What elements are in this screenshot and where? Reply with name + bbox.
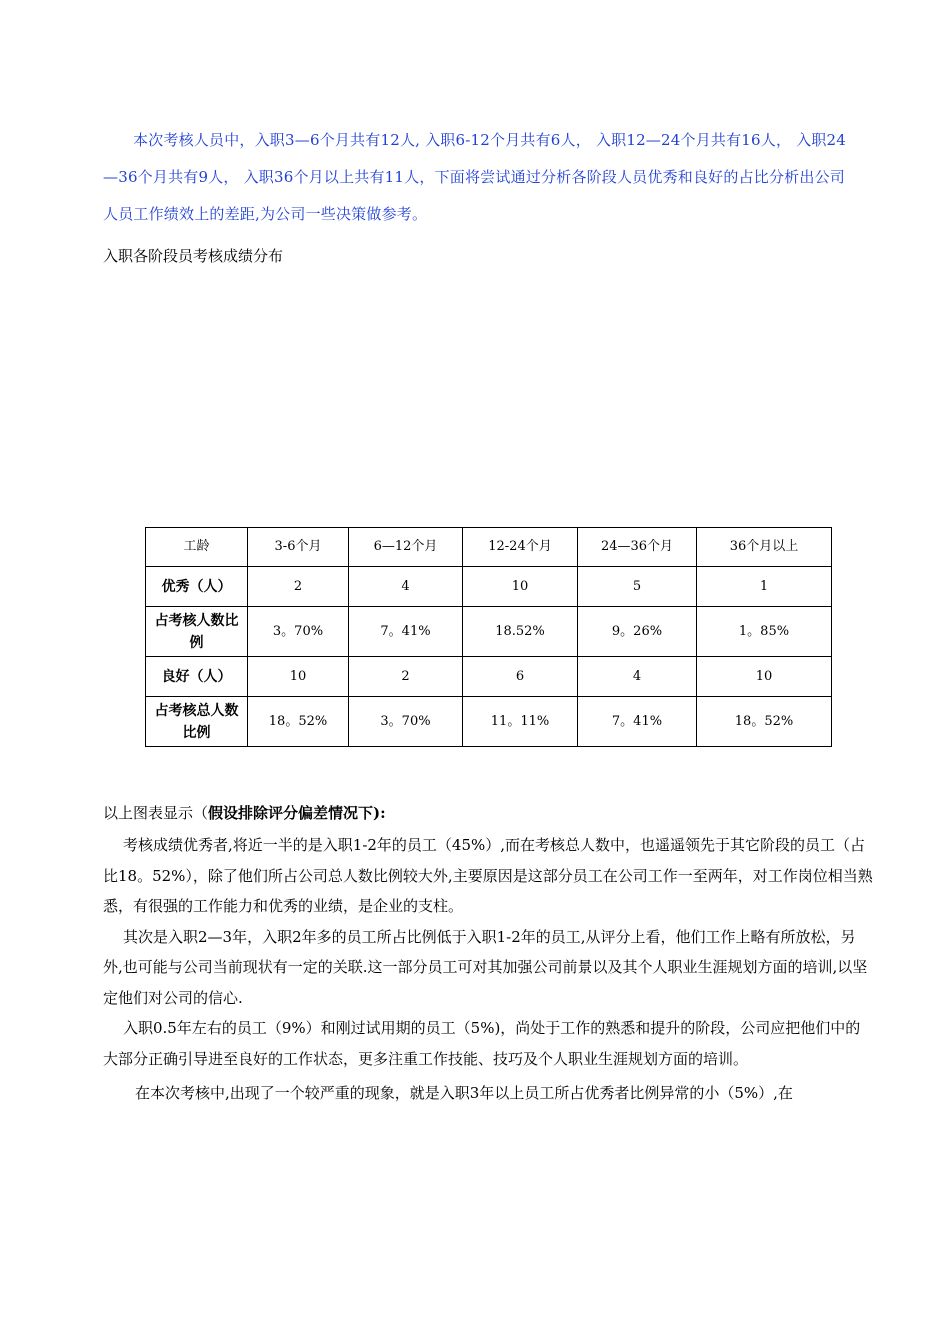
table-cell: 18。52% [697, 697, 832, 747]
summary-lead [103, 798, 875, 828]
table-cell: 1。85% [697, 607, 832, 657]
table-cell: 6 [463, 657, 578, 697]
table-cell: 9。26% [578, 607, 697, 657]
table-cell: 18.52% [463, 607, 578, 657]
table-header-cell: 24—36个月 [578, 528, 697, 567]
intro-paragraph: 本次考核人员中，入职3—6个月共有12人, 入职6-12个月共有6人， 入职12—24个月共有16人， 入职24—36个月共有9人， 入职36个月以上共有11人，下面将尝试通过分析各阶段人员优秀和良好的占比分析出公司人员工作绩效上的差距,为公司一些决策做参考。 [103, 131, 847, 223]
table-row-excellent-count [146, 567, 832, 607]
summary-lead-bold: 假设排除评分偏差情况下): [208, 804, 386, 822]
analysis-section [103, 798, 875, 1109]
table-cell: 3。70% [349, 697, 463, 747]
row-label: 优秀（人） [146, 567, 248, 607]
table-row-good-ratio [146, 697, 832, 747]
table-cell: 2 [349, 657, 463, 697]
section-title: 入职各阶段员考核成绩分布 [103, 247, 284, 265]
analysis-paragraph: 考核成绩优秀者,将近一半的是入职1-2年的员工（45%）,而在考核总人数中，也遥遥领先于其它阶段的员工（占比18。52%），除了他们所占公司总人数比例较大外,主要原因是这部分员工在公司工作一至两年，对工作岗位相当熟悉，有很强的工作能力和优秀的业绩，是企业的支柱。 [103, 836, 873, 915]
table-cell: 5 [578, 567, 697, 607]
table-cell: 7。41% [349, 607, 463, 657]
table-cell: 10 [463, 567, 578, 607]
table-header-cell: 36个月以上 [697, 528, 832, 567]
table-cell: 10 [248, 657, 349, 697]
table-cell: 2 [248, 567, 349, 607]
analysis-paragraph: 在本次考核中,出现了一个较严重的现象，就是入职3年以上员工所占优秀者比例异常的小（5%）,在 [135, 1084, 793, 1102]
table-row-excellent-ratio [146, 607, 832, 657]
table-header-cell: 6—12个月 [349, 528, 463, 567]
table-cell: 10 [697, 657, 832, 697]
row-label: 占考核人数比例 [146, 607, 248, 657]
row-label: 占考核总人数比例 [146, 697, 248, 747]
grade-distribution-table [145, 527, 832, 747]
analysis-paragraph: 入职0.5年左右的员工（9%）和刚过试用期的员工（5%)，尚处于工作的熟悉和提升的阶段，公司应把他们中的大部分正确引导进至良好的工作状态，更多注重工作技能、技巧及个人职业生涯规划方面的培训。 [103, 1019, 861, 1068]
table-cell: 4 [578, 657, 697, 697]
table-cell: 1 [697, 567, 832, 607]
summary-lead-text: 以上图表显示（ [103, 804, 209, 822]
table-cell: 7。41% [578, 697, 697, 747]
analysis-paragraph: 其次是入职2—3年，入职2年多的员工所占比例低于入职1-2年的员工,从评分上看，他们工作上略有所放松，另外,也可能与公司当前现状有一定的关联.这一部分员工可对其加强公司前景以及其个人职业生涯规划方面的培训,以坚定他们对公司的信心. [103, 927, 868, 1007]
row-label: 良好（人） [146, 657, 248, 697]
table-cell: 4 [349, 567, 463, 607]
table-row-good-count [146, 657, 832, 697]
table-cell: 11。11% [463, 697, 578, 747]
table-header-cell: 工龄 [146, 528, 248, 567]
table-header-cell: 3-6个月 [248, 528, 349, 567]
table-cell: 18。52% [248, 697, 349, 747]
table-header-cell: 12-24个月 [463, 528, 578, 567]
table-header-row [146, 528, 832, 567]
table-cell: 3。70% [248, 607, 349, 657]
